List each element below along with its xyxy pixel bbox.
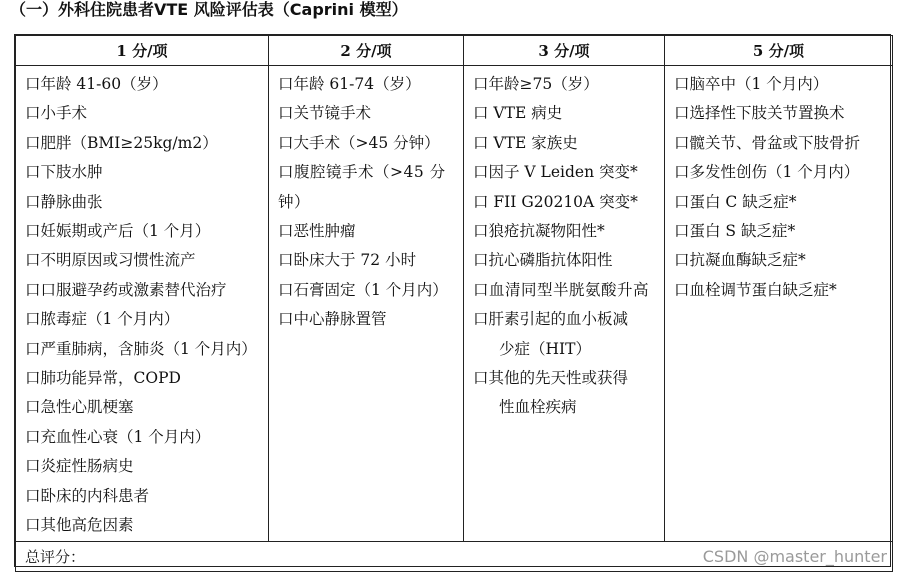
risk-item[interactable]: 口髋关节、骨盆或下肢骨折 [674,133,861,152]
risk-item[interactable]: 口石膏固定（1 个月内） [278,280,448,299]
risk-item[interactable]: 口脑卒中（1 个月内） [674,75,829,93]
risk-item[interactable]: 口不明原因或习惯性流产 [25,251,196,270]
risk-item[interactable]: 口 VTE 家族史 [473,133,578,152]
risk-item[interactable]: 口肝素引起的血小板减 [473,310,629,329]
risk-item[interactable]: 口年龄 61-74（岁） [278,75,421,93]
risk-item[interactable]: 口小手术 [25,104,88,123]
risk-item[interactable]: 口卧床的内科患者 [25,486,150,505]
risk-item[interactable]: 口恶性肿瘤 [278,222,356,241]
risk-item[interactable]: 口蛋白 S 缺乏症* [674,222,796,241]
header-5-point: 5 分/项 [665,36,893,66]
risk-item[interactable]: 口关节镜手术 [278,104,372,123]
risk-item[interactable]: 口选择性下肢关节置换术 [674,104,845,123]
risk-item[interactable]: 口卧床大于 72 小时 [278,251,417,270]
risk-item[interactable]: 口其他的先天性或获得 [473,369,629,388]
risk-item[interactable]: 口血清同型半胱氨酸升高 [473,280,650,299]
risk-item[interactable]: 口腹腔镜手术（>45 分钟） [278,163,446,211]
risk-item-continuation [473,393,658,422]
page-title: （一）外科住院患者VTE 风险评估表（Caprini 模型） [10,0,408,19]
risk-item[interactable]: 口其他高危因素 [25,516,134,535]
risk-item[interactable]: 口 VTE 病史 [473,104,563,123]
column-2-point [269,66,464,542]
risk-item[interactable]: 口狼疮抗凝物阳性* [473,222,605,241]
risk-item[interactable]: 口炎症性肠病史 [25,457,134,476]
risk-item-continuation [473,335,658,364]
risk-item[interactable]: 口蛋白 C 缺乏症* [674,192,797,211]
header-2-point: 2 分/项 [269,36,464,66]
csdn-watermark: CSDN @master_hunter [702,547,887,566]
risk-item-continuation-text: 少症（HIT） [499,339,591,358]
risk-item[interactable]: 口血栓调节蛋白缺乏症* [674,280,837,299]
risk-item[interactable]: 口静脉曲张 [25,192,103,211]
risk-item-continuation-text: 性血栓疾病 [499,398,577,417]
risk-item[interactable]: 口脓毒症（1 个月内） [25,310,180,329]
risk-item[interactable]: 口妊娠期或产后（1 个月） [25,222,211,241]
risk-item[interactable]: 口急性心肌梗塞 [25,398,134,417]
column-1-point [16,66,269,542]
risk-item[interactable]: 口 FII G20210A 突变* [473,192,638,211]
header-3-point: 3 分/项 [464,36,665,66]
risk-item[interactable]: 口抗心磷脂抗体阳性 [473,251,613,270]
risk-item[interactable]: 口大手术（>45 分钟） [278,133,440,152]
risk-item[interactable]: 口多发性创伤（1 个月内） [674,163,860,182]
caprini-table [14,34,891,567]
risk-item[interactable]: 口肺功能异常，COPD [25,369,181,388]
risk-item[interactable]: 口因子 V Leiden 突变* [473,163,638,182]
column-5-point [665,66,893,542]
risk-item[interactable]: 口抗凝血酶缺乏症* [674,251,806,270]
column-3-point [464,66,665,542]
risk-item[interactable]: 口肥胖（BMI≥25kg/m2） [25,133,218,152]
risk-item[interactable]: 口严重肺病，含肺炎（1 个月内） [25,339,257,358]
risk-item[interactable]: 口口服避孕药或激素替代治疗 [25,280,227,299]
risk-item[interactable]: 口下肢水肿 [25,163,103,182]
risk-item[interactable]: 口年龄≥75（岁） [473,75,599,93]
total-score-label: 总评分： [25,547,86,566]
risk-item[interactable]: 口中心静脉置管 [278,310,387,329]
risk-item[interactable]: 口年龄 41-60（岁） [25,75,168,93]
header-1-point: 1 分/项 [16,36,269,66]
risk-item[interactable]: 口充血性心衰（1 个月内） [25,427,211,446]
